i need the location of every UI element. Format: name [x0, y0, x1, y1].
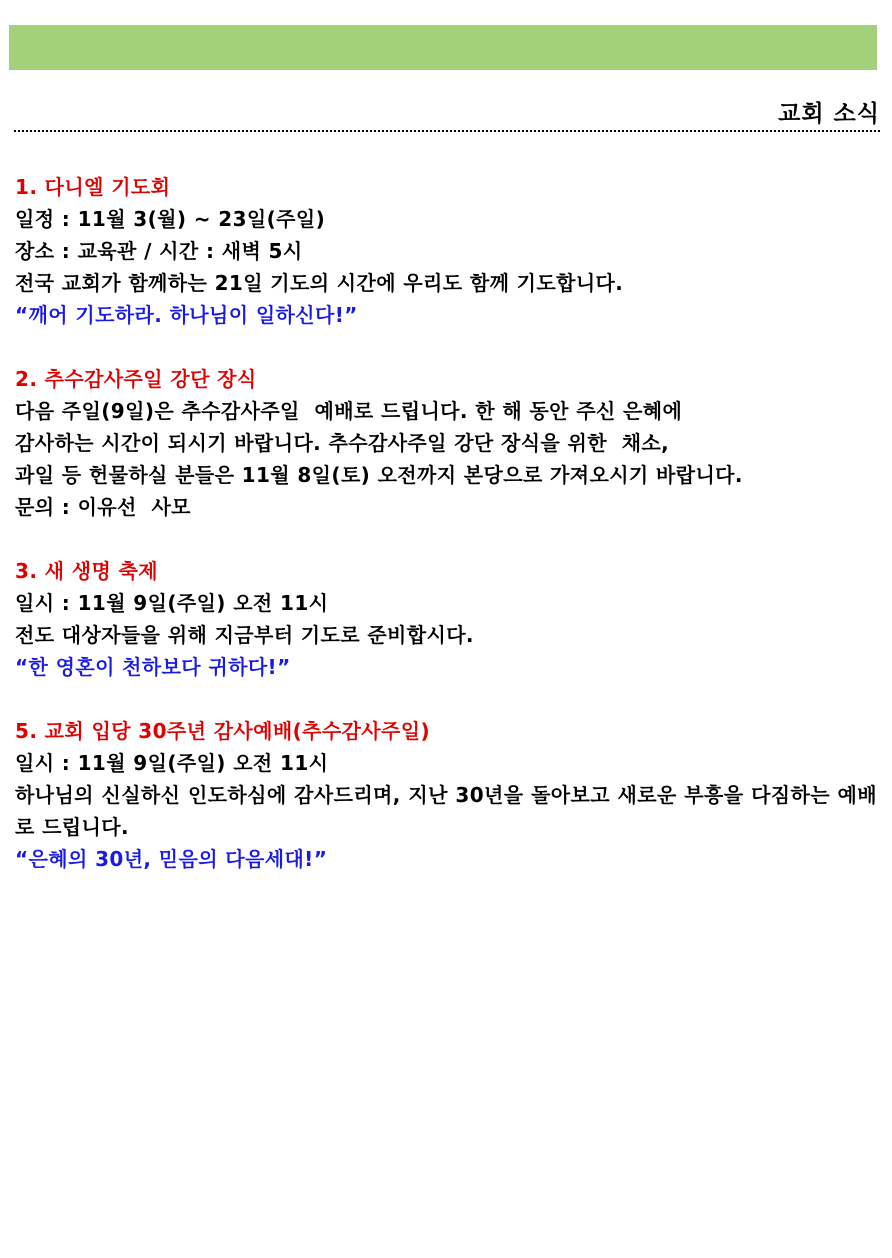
item-heading: 1. 다니엘 기도회	[15, 175, 171, 199]
item-contact: 문의 : 이유선 사모	[15, 495, 191, 519]
item-schedule: 일시 : 11월 9일(주일) 오전 11시	[15, 591, 329, 615]
item-description-line: 다음 주일(9일)은 추수감사주일 예배로 드립니다. 한 해 동안 주신 은혜에	[15, 399, 683, 423]
news-list	[15, 171, 877, 907]
item-description-paragraph: 하나님의 신실하신 인도하심에 감사드리며, 지난 30년을 돌아보고 새로운 부흥을 다짐하는 예배로 드립니다.	[15, 783, 877, 839]
news-item-30th-anniversary	[15, 715, 877, 875]
item-schedule: 일정 : 11월 3(월) ~ 23일(주일)	[15, 207, 326, 231]
item-heading: 2. 추수감사주일 강단 장식	[15, 367, 257, 391]
section-header	[14, 98, 880, 132]
item-quote: “한 영혼이 천하보다 귀하다!”	[15, 655, 291, 679]
item-quote: “깨어 기도하라. 하나님이 일하신다!”	[15, 303, 358, 327]
item-place-time: 장소 : 교육관 / 시간 : 새벽 5시	[15, 239, 303, 263]
section-title: 교회 소식	[778, 101, 880, 127]
news-item-daniel-prayer	[15, 171, 877, 331]
item-heading: 3. 새 생명 축제	[15, 559, 159, 583]
item-schedule: 일시 : 11월 9일(주일) 오전 11시	[15, 751, 329, 775]
news-item-thanksgiving-decoration	[15, 363, 877, 523]
item-description: 전도 대상자들을 위해 지금부터 기도로 준비합시다.	[15, 623, 474, 647]
item-description-line: 감사하는 시간이 되시기 바랍니다. 추수감사주일 강단 장식을 위한 채소,	[15, 431, 670, 455]
item-description: 전국 교회가 함께하는 21일 기도의 시간에 우리도 함께 기도합니다.	[15, 271, 624, 295]
header-color-bar	[9, 25, 877, 70]
item-heading: 5. 교회 입당 30주년 감사예배(추수감사주일)	[15, 719, 430, 743]
item-quote: “은혜의 30년, 믿음의 다음세대!”	[15, 847, 328, 871]
news-item-new-life-festival	[15, 555, 877, 683]
item-description-paragraph: 과일 등 헌물하실 분들은 11월 8일(토) 오전까지 본당으로 가져오시기 바랍니다.	[15, 463, 743, 487]
